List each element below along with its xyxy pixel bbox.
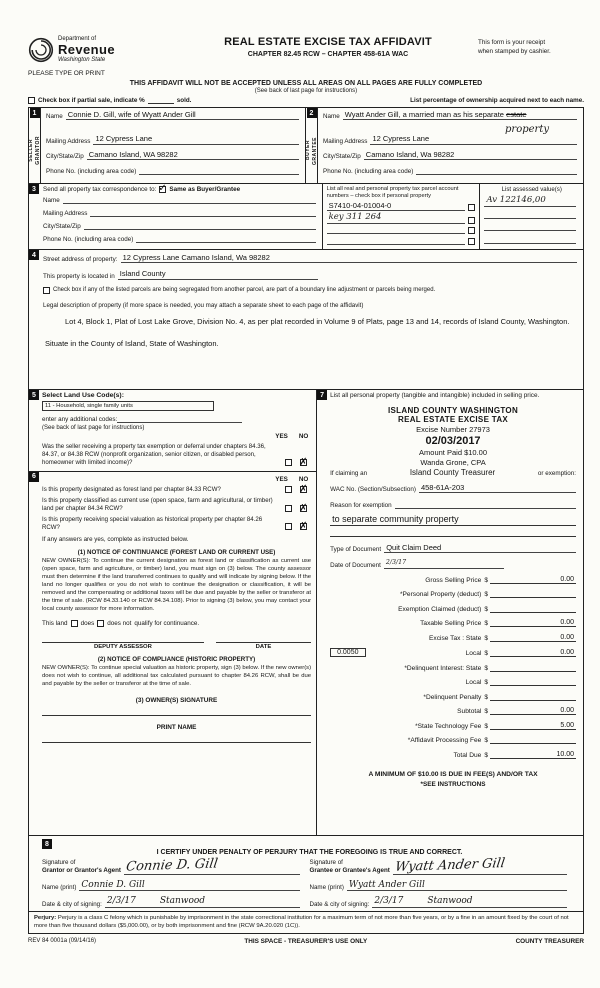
grantee-date-handwriting: 2/3/17 bbox=[374, 896, 404, 907]
segregated-checkbox[interactable] bbox=[43, 287, 50, 294]
money-row-subtotal bbox=[330, 707, 576, 715]
yes-no-header bbox=[42, 433, 311, 440]
correspondence-name-label: Name bbox=[43, 197, 60, 204]
grantee-city-handwriting: Stanwood bbox=[427, 896, 473, 907]
dollar-sign: $ bbox=[484, 634, 488, 642]
parties-row bbox=[29, 108, 583, 184]
page-footer bbox=[28, 938, 584, 945]
parcel-number-field-1[interactable]: S7410-04-01004-0 bbox=[327, 202, 466, 211]
money-label: *Affidavit Processing Fee bbox=[407, 737, 482, 745]
perjury-label: Perjury: bbox=[34, 915, 57, 921]
local-rate-box: 0.0050 bbox=[330, 648, 365, 657]
stamp-treasurer-name: Wanda Grone, CPA bbox=[420, 457, 486, 467]
current-use-question-row bbox=[42, 497, 311, 513]
parcel-personal-checkbox-3[interactable] bbox=[468, 227, 475, 234]
money-row-exemption bbox=[330, 605, 576, 613]
grantor-print-name-field[interactable]: Connie D. Gill bbox=[79, 881, 299, 892]
x-mark-icon: ✗ bbox=[299, 521, 308, 533]
total-due-field[interactable]: 10.00 bbox=[490, 751, 576, 759]
x-mark-icon: ✗ bbox=[299, 483, 308, 495]
print-name-label: PRINT NAME bbox=[156, 723, 197, 731]
affidavit-processing-fee-field[interactable] bbox=[490, 736, 576, 744]
current-use-question-text: Is this property classified as current use (open space, farm and agricultural, or timber) land per chapter 84.34 RCW? bbox=[42, 496, 273, 512]
s5-q1-yes-checkbox[interactable] bbox=[285, 459, 292, 466]
yes-no-header bbox=[42, 476, 311, 483]
money-label: Excise Tax : State bbox=[429, 634, 482, 642]
grantee-print-name-field[interactable]: Wyatt Ander Gill bbox=[347, 881, 567, 892]
excise-tax-local-field[interactable]: 0.00 bbox=[490, 649, 576, 657]
form-number: REV 84 0001a (09/14/16) bbox=[28, 938, 97, 945]
x-mark-icon: ✗ bbox=[299, 456, 308, 468]
property-county-field[interactable]: Island County bbox=[118, 270, 318, 279]
grantee-signature-handwriting: Wyatt Ander Gill bbox=[393, 856, 506, 876]
s6-q1-no-checkbox[interactable] bbox=[299, 483, 308, 495]
correspondence-address-field[interactable] bbox=[90, 208, 315, 217]
perjury-note bbox=[29, 912, 583, 933]
partial-sale-row bbox=[28, 97, 584, 104]
s6-q3-yes-checkbox[interactable] bbox=[285, 523, 292, 530]
stamp-treasurer-title: Island County Treasurer bbox=[409, 467, 496, 477]
seller-phone-field[interactable] bbox=[139, 166, 299, 175]
seller-address-label: Mailing Address bbox=[46, 137, 91, 145]
owner-signature-line[interactable] bbox=[42, 704, 311, 716]
parcel-row bbox=[327, 202, 476, 211]
grantee-date-city-label: Date & city of signing: bbox=[309, 901, 370, 909]
state-technology-fee-field[interactable]: 5.00 bbox=[490, 722, 576, 730]
stamp-date: 02/03/2017 bbox=[425, 434, 481, 447]
section-8 bbox=[29, 836, 583, 912]
reason-blank-line[interactable] bbox=[330, 526, 576, 537]
exemption-claimed-field[interactable] bbox=[490, 605, 576, 613]
perjury-text: Perjury is a class C felony which is punishable by imprisonment in the state correctional institution for a maximum term of not more than five years, or by a fine in an amount fixed by the court of not more than five thousand dollars ($5,000.00), or by both imprisonment and fine (RCW 9A.20.020 (1C)). bbox=[34, 915, 569, 929]
buyer-phone-field[interactable] bbox=[416, 166, 577, 175]
or-exemption-label: or exemption: bbox=[537, 469, 576, 477]
receipt-note-line1: This form is your receipt bbox=[478, 39, 546, 46]
no-label: NO bbox=[298, 433, 309, 440]
buyer-citystatezip-label: City/State/Zip bbox=[323, 152, 361, 160]
money-label: Taxable Selling Price bbox=[420, 620, 482, 628]
street-address-field[interactable]: 12 Cypress Lane Camano Island, Wa 98282 bbox=[121, 254, 577, 263]
please-type-note: PLEASE TYPE OR PRINT bbox=[28, 70, 105, 77]
situate-text: Situate in the County of Island, State of Washington. bbox=[45, 339, 219, 349]
segregated-note: Check box if any of the listed parcels are being segregated from another parcel, are part of a boundary line adjustment or parcels being merged. bbox=[53, 287, 436, 293]
exemption-question-text: Was the seller receiving a property tax exemption or deferral under chapters 84.36, 84.37, or 84.38 RCW (nonprofit organization, senior citizen, or disabled person, homeowner with limited income)? bbox=[42, 443, 266, 466]
form-chapter: CHAPTER 82.45 RCW – CHAPTER 458-61A WAC bbox=[247, 51, 409, 58]
grantee-vertical-label: GRANTEE bbox=[312, 136, 318, 165]
delinquent-interest-state-field[interactable] bbox=[490, 664, 576, 672]
seller-grantor-tab bbox=[28, 118, 41, 183]
middle-columns bbox=[29, 390, 583, 836]
completion-warning: THIS AFFIDAVIT WILL NOT BE ACCEPTED UNLESS ALL AREAS ON ALL PAGES ARE FULLY COMPLETED bbox=[129, 80, 483, 87]
sold-label: sold. bbox=[176, 97, 192, 104]
dollar-sign: $ bbox=[484, 693, 488, 701]
dollar-sign: $ bbox=[484, 605, 488, 613]
parcel-row bbox=[327, 225, 476, 234]
revenue-swirl-icon bbox=[28, 37, 54, 63]
buyer-section bbox=[306, 108, 583, 183]
exemption-question-row bbox=[42, 443, 311, 467]
grantee-signature-of-label: Signature of bbox=[309, 859, 343, 866]
send-correspondence-label: Send all property tax correspondence to: bbox=[43, 186, 157, 193]
buyer-phone-label: Phone No. (including area code) bbox=[323, 167, 414, 175]
dollar-sign: $ bbox=[484, 722, 488, 730]
if-yes-note: If any answers are yes, complete as instructed below. bbox=[42, 536, 189, 544]
section-4-badge: 4 bbox=[29, 250, 39, 260]
partial-sale-percent-field[interactable] bbox=[148, 97, 174, 104]
additional-codes-label: enter any additional codes: bbox=[42, 416, 118, 423]
dollar-sign: $ bbox=[484, 650, 488, 658]
section-3 bbox=[29, 184, 583, 250]
grantor-signature-block bbox=[42, 856, 310, 909]
s6-q2-yes-checkbox[interactable] bbox=[285, 505, 292, 512]
money-label: *State Technology Fee bbox=[415, 722, 482, 730]
grantor-name-print-label: Name (print) bbox=[42, 884, 77, 892]
partial-sale-label: Check box if partial sale, indicate % bbox=[38, 97, 145, 104]
buyer-vertical-label: BUYER bbox=[305, 140, 311, 161]
money-label: *Delinquent Interest: State bbox=[404, 664, 482, 672]
land-does-checkbox[interactable] bbox=[71, 620, 78, 627]
subtotal-field[interactable]: 0.00 bbox=[490, 707, 576, 715]
section-6 bbox=[29, 472, 316, 835]
money-row-tech-fee bbox=[330, 722, 576, 730]
land-qualify-row bbox=[42, 620, 311, 627]
grantee-agent-label: Grantee or Grantee's Agent bbox=[309, 866, 390, 874]
money-row-processing-fee bbox=[330, 736, 576, 744]
claiming-exemption-row bbox=[330, 468, 576, 477]
owner-signature-label: (3) OWNER(S) SIGNATURE bbox=[135, 696, 218, 704]
yes-label: YES bbox=[275, 433, 288, 440]
section-1-badge: 1 bbox=[30, 108, 40, 118]
deputy-assessor-line[interactable]: DEPUTY ASSESSOR bbox=[42, 642, 204, 650]
section-3-badge: 3 bbox=[29, 184, 39, 194]
notice-continuance-body: NEW OWNER(S): To continue the current designation as forest land or classification as current use (open space, farm and agriculture, or timber) land, you must sign on (3) below. The county assessor must then determine if the land transferred continues to qualify and will indicate by signing below. If the land no longer qualifies or you do not wish to continue the designation or classification, it will be removed and the compensating or additional taxes will be due and payable by the seller or transferor at the time of sale. (RCW 84.33.140 or RCW 84.34.108). Prior to signing (3) below, you may contact your local county assessor for more information. bbox=[42, 558, 312, 612]
buyer-name-field[interactable] bbox=[343, 111, 577, 120]
deputy-date-line[interactable]: DATE bbox=[216, 642, 311, 650]
money-label: Subtotal bbox=[457, 708, 482, 716]
dollar-sign: $ bbox=[484, 737, 488, 745]
parcel-personal-checkbox-2[interactable] bbox=[468, 217, 475, 224]
seller-name-label: Name bbox=[46, 113, 63, 121]
grantee-name-print-label: Name (print) bbox=[309, 884, 344, 892]
delinquent-interest-local-field[interactable] bbox=[490, 678, 576, 686]
dollar-sign: $ bbox=[484, 576, 488, 584]
buyer-address-label: Mailing Address bbox=[323, 137, 368, 145]
section-7-badge: 7 bbox=[317, 390, 327, 400]
buyer-handwritten-property: property bbox=[505, 124, 549, 135]
assessed-value-field-2[interactable] bbox=[484, 210, 576, 219]
grantor-vertical-label: GRANTOR bbox=[35, 136, 41, 165]
wac-number-label: WAC No. (Section/Subsection) bbox=[330, 485, 416, 493]
affidavit-form-body bbox=[28, 107, 584, 934]
gross-selling-price-field[interactable]: 0.00 bbox=[490, 576, 576, 584]
does-not-label: does not bbox=[107, 619, 132, 627]
dor-logo bbox=[28, 36, 178, 63]
same-as-buyer-checkbox[interactable] bbox=[158, 183, 167, 194]
s6-q3-no-checkbox[interactable] bbox=[299, 521, 308, 533]
this-land-label: This land bbox=[42, 619, 68, 627]
street-address-label: Street address of property: bbox=[43, 256, 118, 264]
money-row-penalty bbox=[330, 693, 576, 701]
land-use-code-box[interactable]: 11 - Household, single family units bbox=[42, 401, 214, 411]
section-6-badge: 6 bbox=[29, 472, 39, 482]
document-date-label: Date of Document bbox=[330, 562, 381, 570]
dollar-sign: $ bbox=[484, 664, 488, 672]
grantor-date-city-field[interactable] bbox=[105, 897, 300, 908]
section-5-badge: 5 bbox=[29, 390, 39, 400]
correspondence-address-label: Mailing Address bbox=[43, 210, 88, 217]
personal-property-intro: List all personal property (tangible and intangible) included in selling price. bbox=[330, 392, 540, 399]
section-4 bbox=[29, 250, 583, 390]
grantor-city-handwriting: Stanwood bbox=[159, 896, 206, 907]
money-row-state-tax bbox=[330, 634, 576, 642]
money-label: Total Due bbox=[453, 751, 482, 759]
buyer-address-field[interactable]: 12 Cypress Lane bbox=[370, 135, 577, 144]
grantee-signature-block bbox=[309, 856, 578, 909]
seller-name-field[interactable]: Connie D. Gill, wife of Wyatt Ander Gill bbox=[66, 111, 299, 120]
grantor-signature-handwriting: Connie D. Gill bbox=[124, 856, 219, 875]
taxable-selling-price-field[interactable]: 0.00 bbox=[490, 619, 576, 627]
money-label: Gross Selling Price bbox=[425, 576, 482, 584]
x-mark-icon: ✗ bbox=[299, 502, 308, 514]
forest-land-question-row bbox=[42, 483, 311, 495]
dollar-sign: $ bbox=[484, 591, 488, 599]
grantor-date-handwriting: 2/3/17 bbox=[106, 896, 136, 907]
seller-vertical-label: SELLER bbox=[28, 139, 34, 162]
money-label: Local bbox=[465, 679, 482, 687]
grantee-date-city-field[interactable] bbox=[372, 897, 567, 908]
grantee-signature-field[interactable] bbox=[393, 856, 567, 876]
grantor-signature-field[interactable] bbox=[124, 856, 300, 875]
money-row-delinquent-state bbox=[330, 664, 576, 672]
section-2-badge: 2 bbox=[307, 108, 317, 118]
historic-property-question-text: Is this property receiving special valuation as historical property per chapter 84.26 RCW? bbox=[42, 515, 263, 531]
parcel-number-field-3[interactable] bbox=[327, 225, 466, 234]
additional-codes-field[interactable] bbox=[117, 414, 242, 423]
money-label: *Personal Property (deduct) bbox=[399, 591, 482, 599]
s6-q1-yes-checkbox[interactable] bbox=[285, 486, 292, 493]
reason-exemption-field[interactable] bbox=[395, 500, 576, 509]
excise-tax-state-field[interactable]: 0.00 bbox=[490, 634, 576, 642]
form-header bbox=[28, 36, 584, 77]
receipt-note-line2: when stamped by cashier. bbox=[478, 47, 551, 55]
document-date-field[interactable]: 2/3/17 bbox=[384, 560, 504, 569]
assessed-value-field-3[interactable] bbox=[484, 222, 576, 231]
see-back-note-2: (See back of last page for instructions) bbox=[42, 425, 145, 431]
check-mark-icon: ✓ bbox=[158, 183, 167, 194]
money-row-total bbox=[330, 751, 576, 759]
yes-label: YES bbox=[275, 475, 288, 483]
section-5 bbox=[29, 390, 316, 472]
reason-exemption-label: Reason for exemption bbox=[330, 501, 392, 509]
parcel-row bbox=[327, 213, 476, 223]
ownership-note: List percentage of ownership acquired next to each name. bbox=[410, 97, 584, 104]
money-row-gross bbox=[330, 576, 576, 584]
parcel-personal-checkbox-1[interactable] bbox=[468, 204, 475, 211]
logo-dept-line: Department of bbox=[58, 36, 97, 42]
correspondence-phone-field[interactable] bbox=[136, 234, 315, 243]
money-row-taxable bbox=[330, 619, 576, 627]
section-7 bbox=[317, 390, 583, 835]
money-row-delinquent-local bbox=[330, 678, 576, 686]
money-label: Local bbox=[465, 650, 482, 658]
dollar-sign: $ bbox=[484, 620, 488, 628]
form-title: REAL ESTATE EXCISE TAX AFFIDAVIT bbox=[224, 36, 432, 48]
money-label: *Delinquent Penalty bbox=[423, 693, 482, 701]
money-label: Exemption Claimed (deduct) bbox=[398, 605, 482, 613]
property-located-label: This property is located in bbox=[43, 272, 115, 280]
buyer-name-text: Wyatt Ander Gill, a married man as his separate bbox=[344, 110, 504, 119]
correspondence-phone-label: Phone No. (including area code) bbox=[43, 236, 134, 243]
stamp-excise-number: Excise Number 27973 bbox=[416, 424, 490, 434]
parcel-row bbox=[327, 236, 476, 245]
buyer-name-struck-text: estate bbox=[506, 110, 527, 119]
section-8-badge: 8 bbox=[42, 839, 52, 849]
see-back-note: (See back of last page for instructions) bbox=[254, 88, 358, 94]
grantor-date-city-label: Date & city of signing: bbox=[42, 901, 102, 909]
assessed-value-field-1[interactable]: Av 122146,00 bbox=[484, 196, 576, 206]
see-instructions-note: *SEE INSTRUCTIONS bbox=[420, 780, 486, 788]
parcel-number-field-4[interactable] bbox=[327, 236, 466, 245]
buyer-name-label: Name bbox=[323, 113, 340, 121]
assessed-values-header: List assessed value(s) bbox=[501, 186, 562, 193]
treasurer-stamp bbox=[330, 406, 576, 467]
grantor-agent-label: Grantor or Grantor's Agent bbox=[42, 866, 121, 874]
grantor-signature-of-label: Signature of bbox=[42, 859, 76, 866]
seller-phone-label: Phone No. (including area code) bbox=[46, 167, 137, 175]
logo-state-line: Washington State bbox=[58, 57, 106, 63]
notice-continuance-title: (1) NOTICE OF CONTINUANCE (FOREST LAND OR CURRENT USE) bbox=[77, 549, 276, 557]
minimum-fee-note: A MINIMUM OF $10.00 IS DUE IN FEE(S) AND/OR TAX bbox=[368, 770, 538, 778]
forest-land-question-text: Is this property designated as forest land per chapter 84.33 RCW? bbox=[42, 485, 221, 493]
personal-property-field[interactable] bbox=[490, 590, 576, 598]
buyer-citystatezip-field[interactable]: Camano Island, Wa 98282 bbox=[364, 151, 577, 160]
correspondence-citystatezip-field[interactable] bbox=[84, 221, 316, 230]
if-claiming-label: If claiming an bbox=[330, 469, 368, 477]
stamp-county-line: ISLAND COUNTY WASHINGTON bbox=[388, 405, 519, 415]
seller-citystatezip-field[interactable]: Camano Island, WA 98282 bbox=[87, 151, 299, 160]
dollar-sign: $ bbox=[484, 708, 488, 716]
seller-section bbox=[29, 108, 306, 183]
logo-revenue-line: Revenue bbox=[58, 42, 115, 57]
owner-print-name-line[interactable] bbox=[42, 731, 311, 743]
land-does-not-checkbox[interactable] bbox=[97, 620, 104, 627]
document-type-field[interactable]: Quit Claim Deed bbox=[384, 544, 576, 553]
correspondence-citystatezip-label: City/State/Zip bbox=[43, 223, 81, 230]
historic-property-question-row bbox=[42, 516, 311, 532]
same-as-buyer-label: Same as Buyer/Grantee bbox=[169, 186, 241, 193]
parcel-number-field-2[interactable]: key 311 264 bbox=[327, 213, 466, 223]
stamp-amount-paid: Amount Paid $10.00 bbox=[419, 447, 488, 457]
tax-computation bbox=[330, 576, 576, 759]
county-treasurer-label: COUNTY TREASURER bbox=[515, 938, 584, 946]
legal-description-text: Lot 4, Block 1, Plat of Lost Lake Grove, Division No. 4, as per plat recorded in Volume 9 of Plats, page 13 and 14, records of Island County, Washington. bbox=[65, 316, 570, 326]
certify-statement: I CERTIFY UNDER PENALTY OF PERJURY THAT THE FOREGOING IS TRUE AND CORRECT. bbox=[156, 849, 463, 856]
partial-sale-checkbox[interactable] bbox=[28, 97, 35, 104]
assessed-value-field-4[interactable] bbox=[484, 235, 576, 244]
stamp-excise-line: REAL ESTATE EXCISE TAX bbox=[398, 414, 509, 424]
legal-description-label: Legal description of property (if more space is needed, you may attach a separate sheet to each page of the affidavit) bbox=[43, 301, 364, 309]
notice-compliance-body: NEW OWNER(S): To continue special valuation as historic property, sign (3) below. If the new owner(s) does not wish to continue, all additional tax calculated pursuant to chapter 84.26 RCW, shall be due and payable by the seller or transferor at the time of sale. bbox=[42, 664, 312, 687]
seller-citystatezip-label: City/State/Zip bbox=[46, 152, 84, 160]
land-use-label: Select Land Use Code(s): bbox=[42, 392, 124, 399]
seller-address-field[interactable]: 12 Cypress Lane bbox=[93, 135, 299, 144]
deputy-assessor-row bbox=[42, 642, 311, 650]
buyer-grantee-tab bbox=[305, 118, 318, 183]
notice-compliance-title: (2) NOTICE OF COMPLIANCE (HISTORIC PROPERTY) bbox=[97, 655, 256, 663]
treasurer-space-label: THIS SPACE - TREASURER'S USE ONLY bbox=[244, 938, 368, 946]
qualify-label: qualify for continuance. bbox=[134, 619, 200, 627]
dollar-sign: $ bbox=[484, 751, 488, 759]
s5-q1-no-checkbox[interactable] bbox=[299, 456, 308, 468]
delinquent-penalty-field[interactable] bbox=[490, 693, 576, 701]
s6-q2-no-checkbox[interactable] bbox=[299, 502, 308, 514]
wac-number-field[interactable]: 458-61A-203 bbox=[419, 484, 576, 493]
reason-exemption-value[interactable]: to separate community property bbox=[330, 514, 576, 526]
money-row-personal bbox=[330, 590, 576, 598]
no-label: NO bbox=[298, 475, 309, 483]
parcel-personal-checkbox-4[interactable] bbox=[468, 238, 475, 245]
money-row-local-tax bbox=[330, 648, 576, 657]
document-type-label: Type of Document bbox=[330, 546, 382, 554]
correspondence-name-field[interactable] bbox=[63, 195, 316, 204]
dollar-sign: $ bbox=[484, 679, 488, 687]
receipt-note bbox=[478, 36, 584, 56]
parcel-numbers-header: List all real and personal property tax parcel account numbers – check box if personal property bbox=[326, 186, 459, 200]
does-label: does bbox=[80, 619, 95, 627]
